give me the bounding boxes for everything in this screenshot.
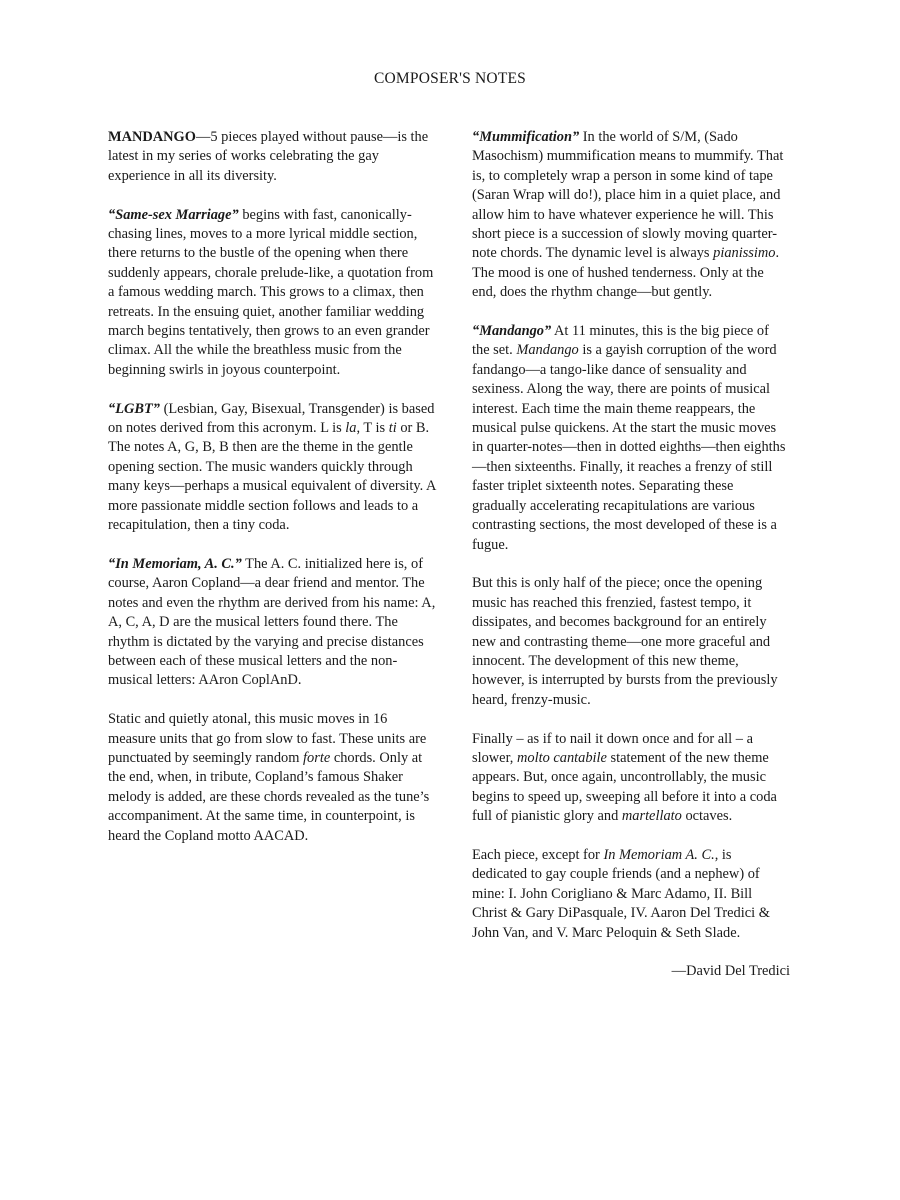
page-title: COMPOSER'S NOTES: [374, 70, 526, 87]
paragraph-text: is a gayish corruption of the word fandango—a tango-like dance of sensuality and sexiness. Along the way, there are points of musical interest. Each time the main theme reappears, the musical pulse quickens. At the start the music moves in quarter-notes—then in dotted eighths—then eighths—then sixteenths. Finally, it reaches a frenzy of still faster triplet sixteenth notes. Separating these gradually accelerating recapitulations are various contrasting sections, the most developed of these is a fugue.: [472, 342, 786, 553]
paragraph-mummification: [472, 128, 790, 303]
paragraph-text: Static and quietly atonal, this music moves in 16 measure units that go from slow to fast. These units are punctuated by seemingly random: [108, 711, 427, 766]
paragraph-text: , T is: [356, 420, 389, 437]
paragraph-text: Each piece, except for: [472, 846, 604, 863]
heading-in-memoriam: “In Memoriam, A. C.”: [108, 555, 242, 572]
paragraph-text: statement of the new theme appears. But, once again, uncontrollably, the music begins to speed up, sweeping all before it into a coda full of pianistic glory and: [472, 749, 777, 825]
italic-text: In Memoriam A. C.: [603, 846, 715, 863]
paragraph-text: (Lesbian, Gay, Bisexual, Transgender) is based on notes derived from this acronym. L is: [108, 400, 435, 437]
paragraph-text: But this is only half of the piece; once the opening music has reached this frenzied, fastest tempo, it dissipates, and becomes background for an entirely new and contrasting theme—one more graceful and innocent. The development of this new theme, however, is interrupted by bursts from the previously heard, frenzy-music.: [472, 575, 778, 708]
paragraph-static-atonal: [108, 710, 438, 846]
paragraph-text: begins with fast, canonically-chasing lines, moves to a more lyrical middle section, there returns to the bustle of the opening when there suddenly appears, chorale prelude-like, a quotation from a famous wedding march. This grows to a climax, then retreats. In the ensuing quiet, another familiar wedding march begins tentatively, then grows to an even grander climax. All the while the breathless music from the beginning swirls in joyous counterpoint.: [108, 206, 434, 378]
paragraph-text: . The mood is one of hushed tenderness. Only at the end, does the rhythm change—but gently.: [472, 245, 780, 301]
paragraph-half-of-piece: [472, 574, 790, 710]
heading-mandango-piece: “Mandango”: [472, 323, 552, 340]
right-column: [472, 128, 790, 1001]
left-column: [108, 128, 438, 865]
heading-same-sex-marriage: “Same-sex Marriage”: [108, 206, 239, 223]
signature: —David Del Tredici: [671, 963, 790, 980]
heading-lgbt: “LGBT”: [108, 400, 160, 417]
italic-text: ti: [388, 420, 397, 437]
paragraph-text: chords. Only at the end, when, in tribute, Copland’s famous Shaker melody is added, are these chords revealed as the tune’s accompaniment. At the same time, in counterpoint, is heard the Copland motto AACAD.: [108, 749, 430, 844]
paragraph-in-memoriam: [108, 555, 438, 691]
paragraph-finally: [472, 730, 790, 827]
paragraph-text: At 11 minutes, this is the big piece of the set.: [472, 323, 769, 359]
paragraph-text: The A. C. initialized here is, of course, Aaron Copland—a dear friend and mentor. The notes and even the rhythm are derived from his name: A, A, C, A, D are the musical letters found there. The rhythm is dictated by the varying and precise distances between each of these musical letters and the non-musical letters: AAron CoplAnD.: [108, 555, 436, 689]
italic-text: forte: [303, 749, 331, 766]
paragraph-text: In the world of S/M, (Sado Masochism) mummification means to mummify. That is, to completely wrap a person in some kind of tape (Saran Wrap will do!), place him in a quiet place, and allow him to have whatever experience he will. This short piece is a succession of slowly moving quarter-note chords. The dynamic level is always: [472, 129, 784, 262]
italic-text: pianissimo: [713, 245, 776, 262]
paragraph-text: , is dedicated to gay couple friends (and a nephew) of mine: I. John Corigliano & Marc Adamo, II. Bill Christ & Gary DiPasquale, IV. Aaron Del Tredici & John Van, and V. Marc Peloquin & Seth Slade.: [472, 846, 770, 941]
paragraph-text: octaves.: [681, 808, 733, 825]
paragraph-dedications: [472, 846, 790, 943]
paragraph-same-sex-marriage: [108, 206, 438, 381]
paragraph-mandango-piece: [472, 322, 790, 555]
paragraph-mandango-intro: [108, 128, 438, 186]
paragraph-text: or B. The notes A, G, B, B then are the theme in the gentle opening section. The music wanders quickly through many keys—perhaps a musical equivalent of diversity. A more passionate middle section follows and leads to a recapitulation, then a tiny coda.: [108, 420, 436, 534]
heading-mummification: “Mummification”: [472, 129, 580, 145]
italic-text: Mandango: [516, 342, 579, 359]
italic-text: martellato: [621, 808, 682, 825]
italic-text: molto cantabile: [517, 749, 607, 766]
paragraph-text: —5 pieces played without pause—is the latest in my series of works celebrating the gay experience in all its diversity.: [108, 129, 429, 184]
paragraph-lgbt: [108, 400, 438, 536]
italic-text: la: [345, 420, 357, 437]
heading-mandango: MANDANGO: [108, 129, 196, 145]
paragraph-text: Finally – as if to nail it down once and for all – a slower,: [472, 730, 753, 766]
